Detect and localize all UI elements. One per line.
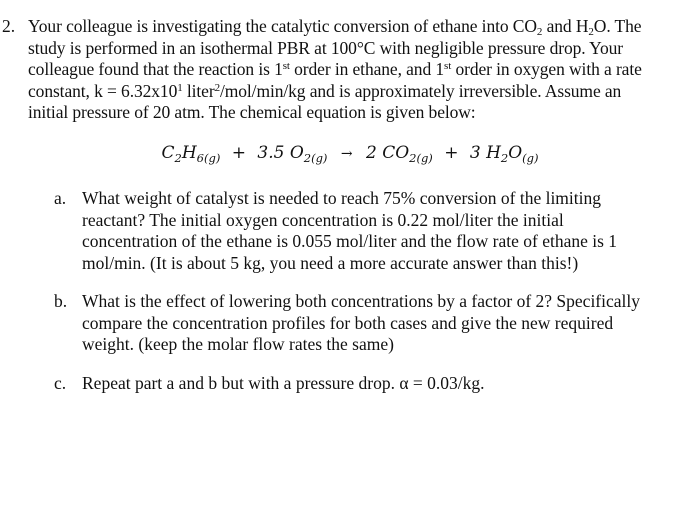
part-line: concentration of the ethane is 0.055 mol/liter and the flow rate of ethane is 1 bbox=[82, 231, 618, 251]
superscript: 2 bbox=[214, 81, 220, 94]
intro-text: O. The bbox=[593, 16, 642, 36]
superscript: st bbox=[282, 60, 290, 72]
superscript: st bbox=[444, 60, 452, 72]
part-line: What weight of catalyst is needed to reach 75% conversion of the limiting bbox=[82, 188, 602, 208]
part-line: compare the concentration profiles for both cases and give the new required bbox=[82, 312, 614, 333]
part-text bbox=[82, 291, 684, 356]
eq-subscript: 2(g) bbox=[409, 151, 433, 165]
eq-subscript: 2 bbox=[174, 151, 182, 165]
intro-text: order in oxygen with a rate bbox=[451, 59, 642, 79]
eq-text: H bbox=[181, 143, 197, 163]
eq-subscript: 6(g) bbox=[196, 151, 221, 165]
intro-line-5: initial pressure of 20 atm. The chemical equation is given below: bbox=[28, 102, 476, 122]
eq-plus: + bbox=[444, 143, 459, 163]
intro-text: and H bbox=[542, 16, 589, 36]
eq-subscript: 2(g) bbox=[303, 151, 328, 165]
part-line: reactant? The initial oxygen concentration is 0.22 mol/liter the initial bbox=[82, 209, 564, 230]
part-line: Repeat part a and b but with a pressure drop. α = 0.03/kg. bbox=[82, 373, 485, 393]
intro-line-2: study is performed in an isothermal PBR at 100°C with negligible pressure drop. Your bbox=[28, 37, 624, 58]
superscript: 1 bbox=[177, 81, 183, 94]
intro-text: constant, k = 6.32x10 bbox=[28, 80, 178, 101]
problem-number: 2. bbox=[2, 16, 16, 36]
eq-text: C bbox=[161, 143, 175, 163]
eq-plus: + bbox=[231, 143, 246, 163]
part-line: mol/min. (It is about 5 kg, you need a more accurate answer than this!) bbox=[82, 252, 579, 273]
intro-line-4 bbox=[28, 81, 694, 103]
subscript: 2 bbox=[588, 26, 594, 38]
intro-text: Your colleague is investigating the catalytic conversion of ethane into CO bbox=[28, 16, 537, 36]
eq-text: 3 H bbox=[469, 143, 501, 163]
problem-intro bbox=[28, 16, 694, 124]
eq-text: O bbox=[508, 143, 523, 163]
intro-line-1 bbox=[28, 16, 694, 38]
intro-line-3 bbox=[28, 59, 694, 81]
intro-text: liter bbox=[182, 80, 215, 101]
part-letter: b. bbox=[54, 291, 68, 311]
eq-subscript: 2 bbox=[500, 151, 509, 165]
intro-text: order in ethane, and 1 bbox=[289, 59, 445, 79]
eq-subscript: (g) bbox=[522, 151, 539, 165]
subscript: 2 bbox=[536, 26, 543, 38]
part-letter: c. bbox=[54, 373, 67, 393]
part-line: weight. (keep the molar flow rates the same) bbox=[82, 334, 394, 354]
intro-text: colleague found that the reaction is 1 bbox=[28, 59, 283, 79]
part-text bbox=[82, 373, 684, 395]
intro-text: /mol/min/kg and is approximately irreversible. Assume an bbox=[220, 80, 622, 101]
eq-text: 3.5 O bbox=[257, 143, 304, 163]
part-line: What is the effect of lowering both concentrations by a factor of 2? Specifically bbox=[82, 291, 641, 311]
chemical-equation bbox=[0, 143, 700, 163]
eq-arrow: → bbox=[340, 146, 353, 162]
part-letter: a. bbox=[54, 188, 67, 208]
part-text bbox=[82, 188, 684, 274]
eq-text: 2 CO bbox=[365, 143, 410, 163]
